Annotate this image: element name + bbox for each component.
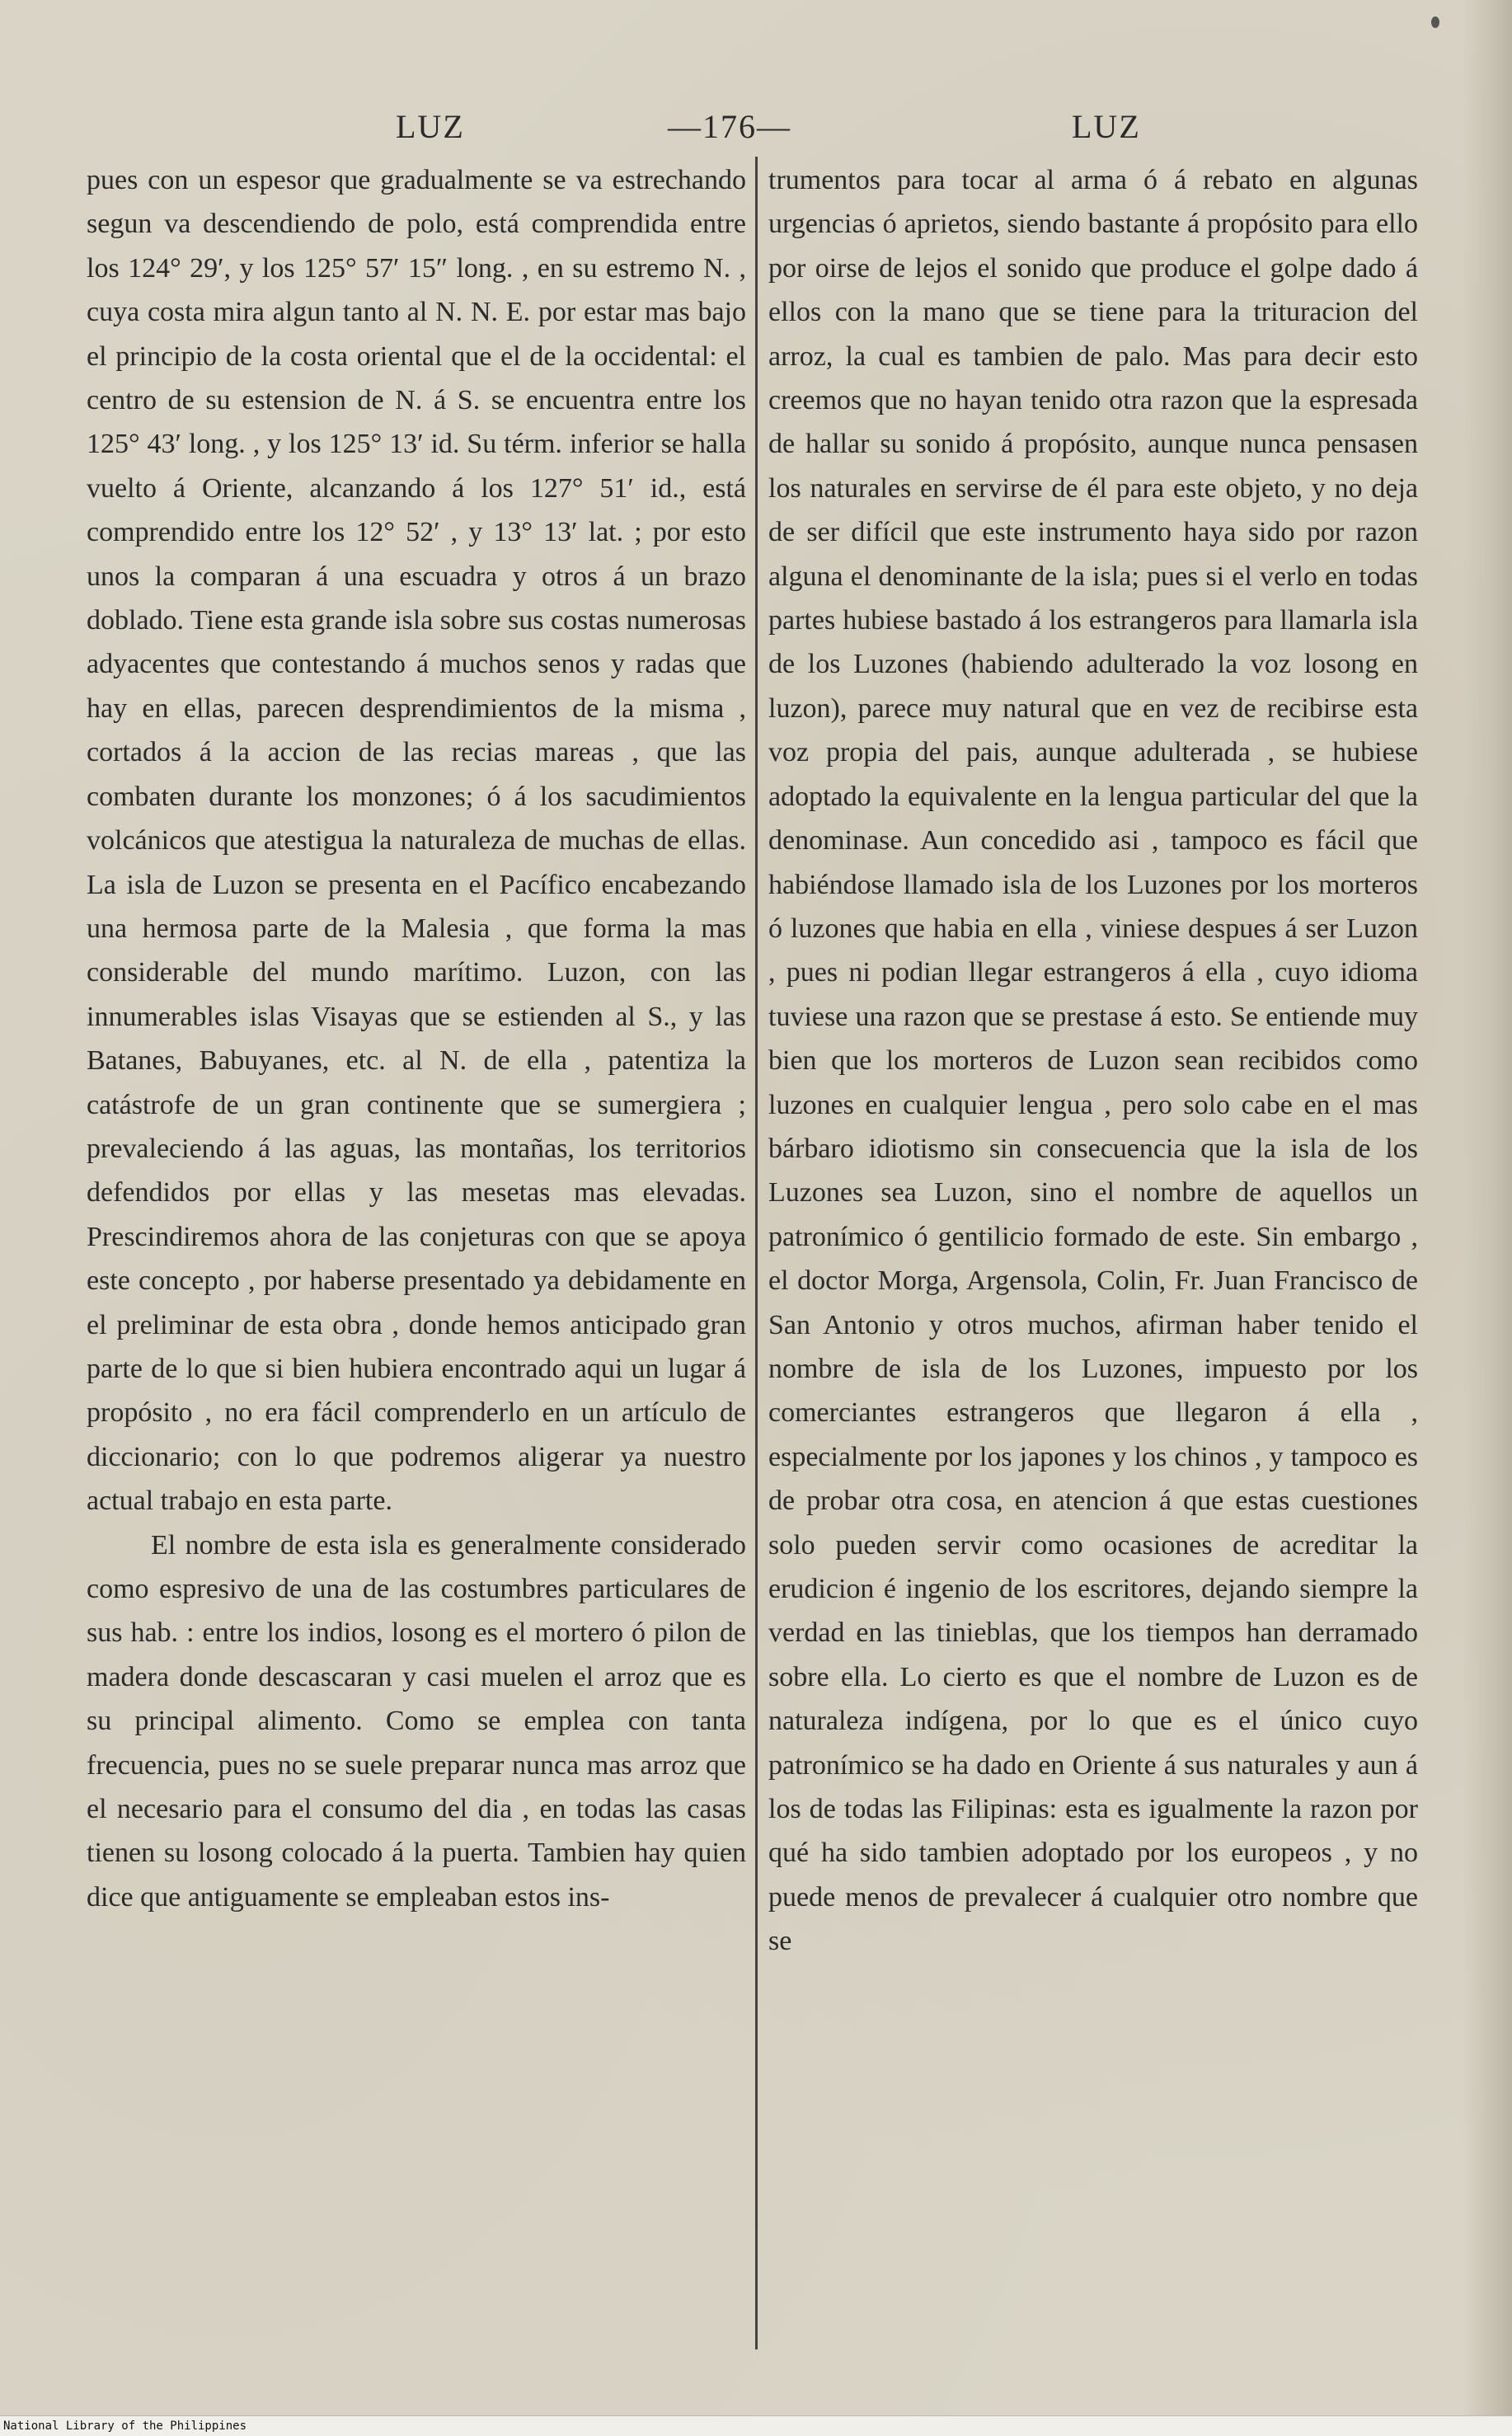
footer-credit: National Library of the Philippines — [0, 2415, 1512, 2436]
paragraph: pues con un espesor que gradualmente se va estrechando segun va descendiendo de polo, está comprendida entre los 124° 29′, y los 125° 57′ 15″ long. , en su estremo N. , cuya costa mira algun tanto al N. N. E. por estar mas bajo el principio de la costa oriental que el de la occidental: el centro de su estension de N. á S. se encuentra entre los 125° 43′ long. , y los 125° 13′ id. Su térm. inferior se halla vuelto á Oriente, alcanzando á los 127° 51′ id., está comprendido entre los 12° 52′ , y 13° 13′ lat. ; por esto unos la comparan á una escuadra y otros á un brazo doblado. Tiene esta grande isla sobre sus costas numerosas adyacentes que contestando á muchos senos y radas que hay en ellas, parecen desprendimientos de la misma , cortados á la accion de las recias mareas , que las combaten durante los monzones; ó á los sacudimientos volcánicos que atestigua la naturaleza de muchas de ellas. La isla de Luzon se presenta en el Pacífico encabezando una hermosa parte de la Malesia , que forma la mas considerable del mundo marítimo. Luzon, con las innumerables islas Visayas que se estienden al S., y las Batanes, Babuyanes, etc. al N. de ella , patentiza la catástrofe de un gran continente que se sumergiera ; prevaleciendo á las aguas, las montañas, los territorios defendidos por ellas y las mesetas mas elevadas. Prescindiremos ahora de las conjeturas con que se apoya este concepto , por haberse presentado ya debidamente en el preliminar de esta obra , donde hemos anticipado gran parte de lo que si bien hubiera encontrado aqui un lugar á propósito , no era fácil comprenderlo en un artículo de diccionario; con lo que podremos aligerar ya nuestro actual trabajo en esta parte. — [87, 165, 746, 1517]
right-text-column — [768, 158, 1418, 2318]
page-edge-shadow — [1463, 0, 1512, 2436]
left-text-column — [87, 158, 746, 2318]
ink-spot — [1431, 16, 1439, 28]
column-divider — [755, 157, 758, 2349]
header-left-title: LUZ — [396, 108, 465, 145]
paragraph: trumentos para tocar al arma ó á rebato en algunas urgencias ó aprietos, siendo bastante á propósito para ello por oirse de lejos el sonido que produce el golpe dado á ellos con la mano que se tiene para la trituracion del arroz, la cual es tambien de palo. Mas para decir esto creemos que no hayan tenido otra razon que la espresada de hallar su sonido á propósito, aunque nunca pensasen los naturales en servirse de él para este objeto, y no deja de ser difícil que este instrumento haya sido por razon alguna el denominante de la isla; pues si el verlo en todas partes hubiese bastado á los estrangeros para llamarla isla de los Luzones (habiendo adulterado la voz losong en luzon), parece muy natural que en vez de recibirse esta voz propia del pais, aunque adulterada , se hubiese adoptado la equivalente en la lengua particular del que la denominase. Aun concedido asi , tampoco es fácil que habiéndose llamado isla de los Luzones por los morteros ó luzones que habia en ella , viniese despues á ser Luzon , pues ni podian llegar estrangeros á ella , cuyo idioma tuviese una razon que se prestase á esto. Se entiende muy bien que los morteros de Luzon sean recibidos como luzones en cualquier lengua , pero solo cabe en el mas bárbaro idiotismo sin consecuencia que la isla de los Luzones sea Luzon, sino el nombre de aquellos un patronímico ó gentilicio formado de este. Sin embargo , el doctor Morga, Argensola, Colin, Fr. Juan Francisco de San Antonio y otros muchos, afirman haber tenido el nombre de isla de los Luzones, impuesto por los comerciantes estrangeros que llegaron á ella , especialmente por los japones y los chinos , y tampoco es de probar otra cosa, en atencion á que estas cuestiones solo pueden servir como ocasiones de acreditar la erudicion é ingenio de los escritores, dejando siempre la verdad en las tinieblas, que los tiempos han derramado sobre ella. Lo cierto es que el nombre de Luzon es de naturaleza indígena, por lo que es el único cuyo patronímico se ha dado en Oriente á sus naturales y aun á los de todas las Filipinas: esta es igualmente la razon por qué ha sido tambien adoptado por los europeos , y no puede menos de prevalecer á cualquier otro nombre que se — [768, 165, 1418, 1957]
running-header — [91, 91, 1426, 157]
page-number: —176— — [668, 108, 791, 145]
paragraph: El nombre de esta isla es generalmente considerado como espresivo de una de las costumbres particulares de sus hab. : entre los indios, losong es el mortero ó pilon de madera donde descascaran y casi muelen el arroz que es su principal alimento. Como se emplea con tanta frecuencia, pues no se suele preparar nunca mas arroz que el necesario para el consumo del dia , en todas las casas tienen su losong colocado á la puerta. Tambien hay quien dice que antiguamente se empleaban estos ins- — [87, 1529, 746, 1913]
header-right-title: LUZ — [1072, 108, 1141, 145]
